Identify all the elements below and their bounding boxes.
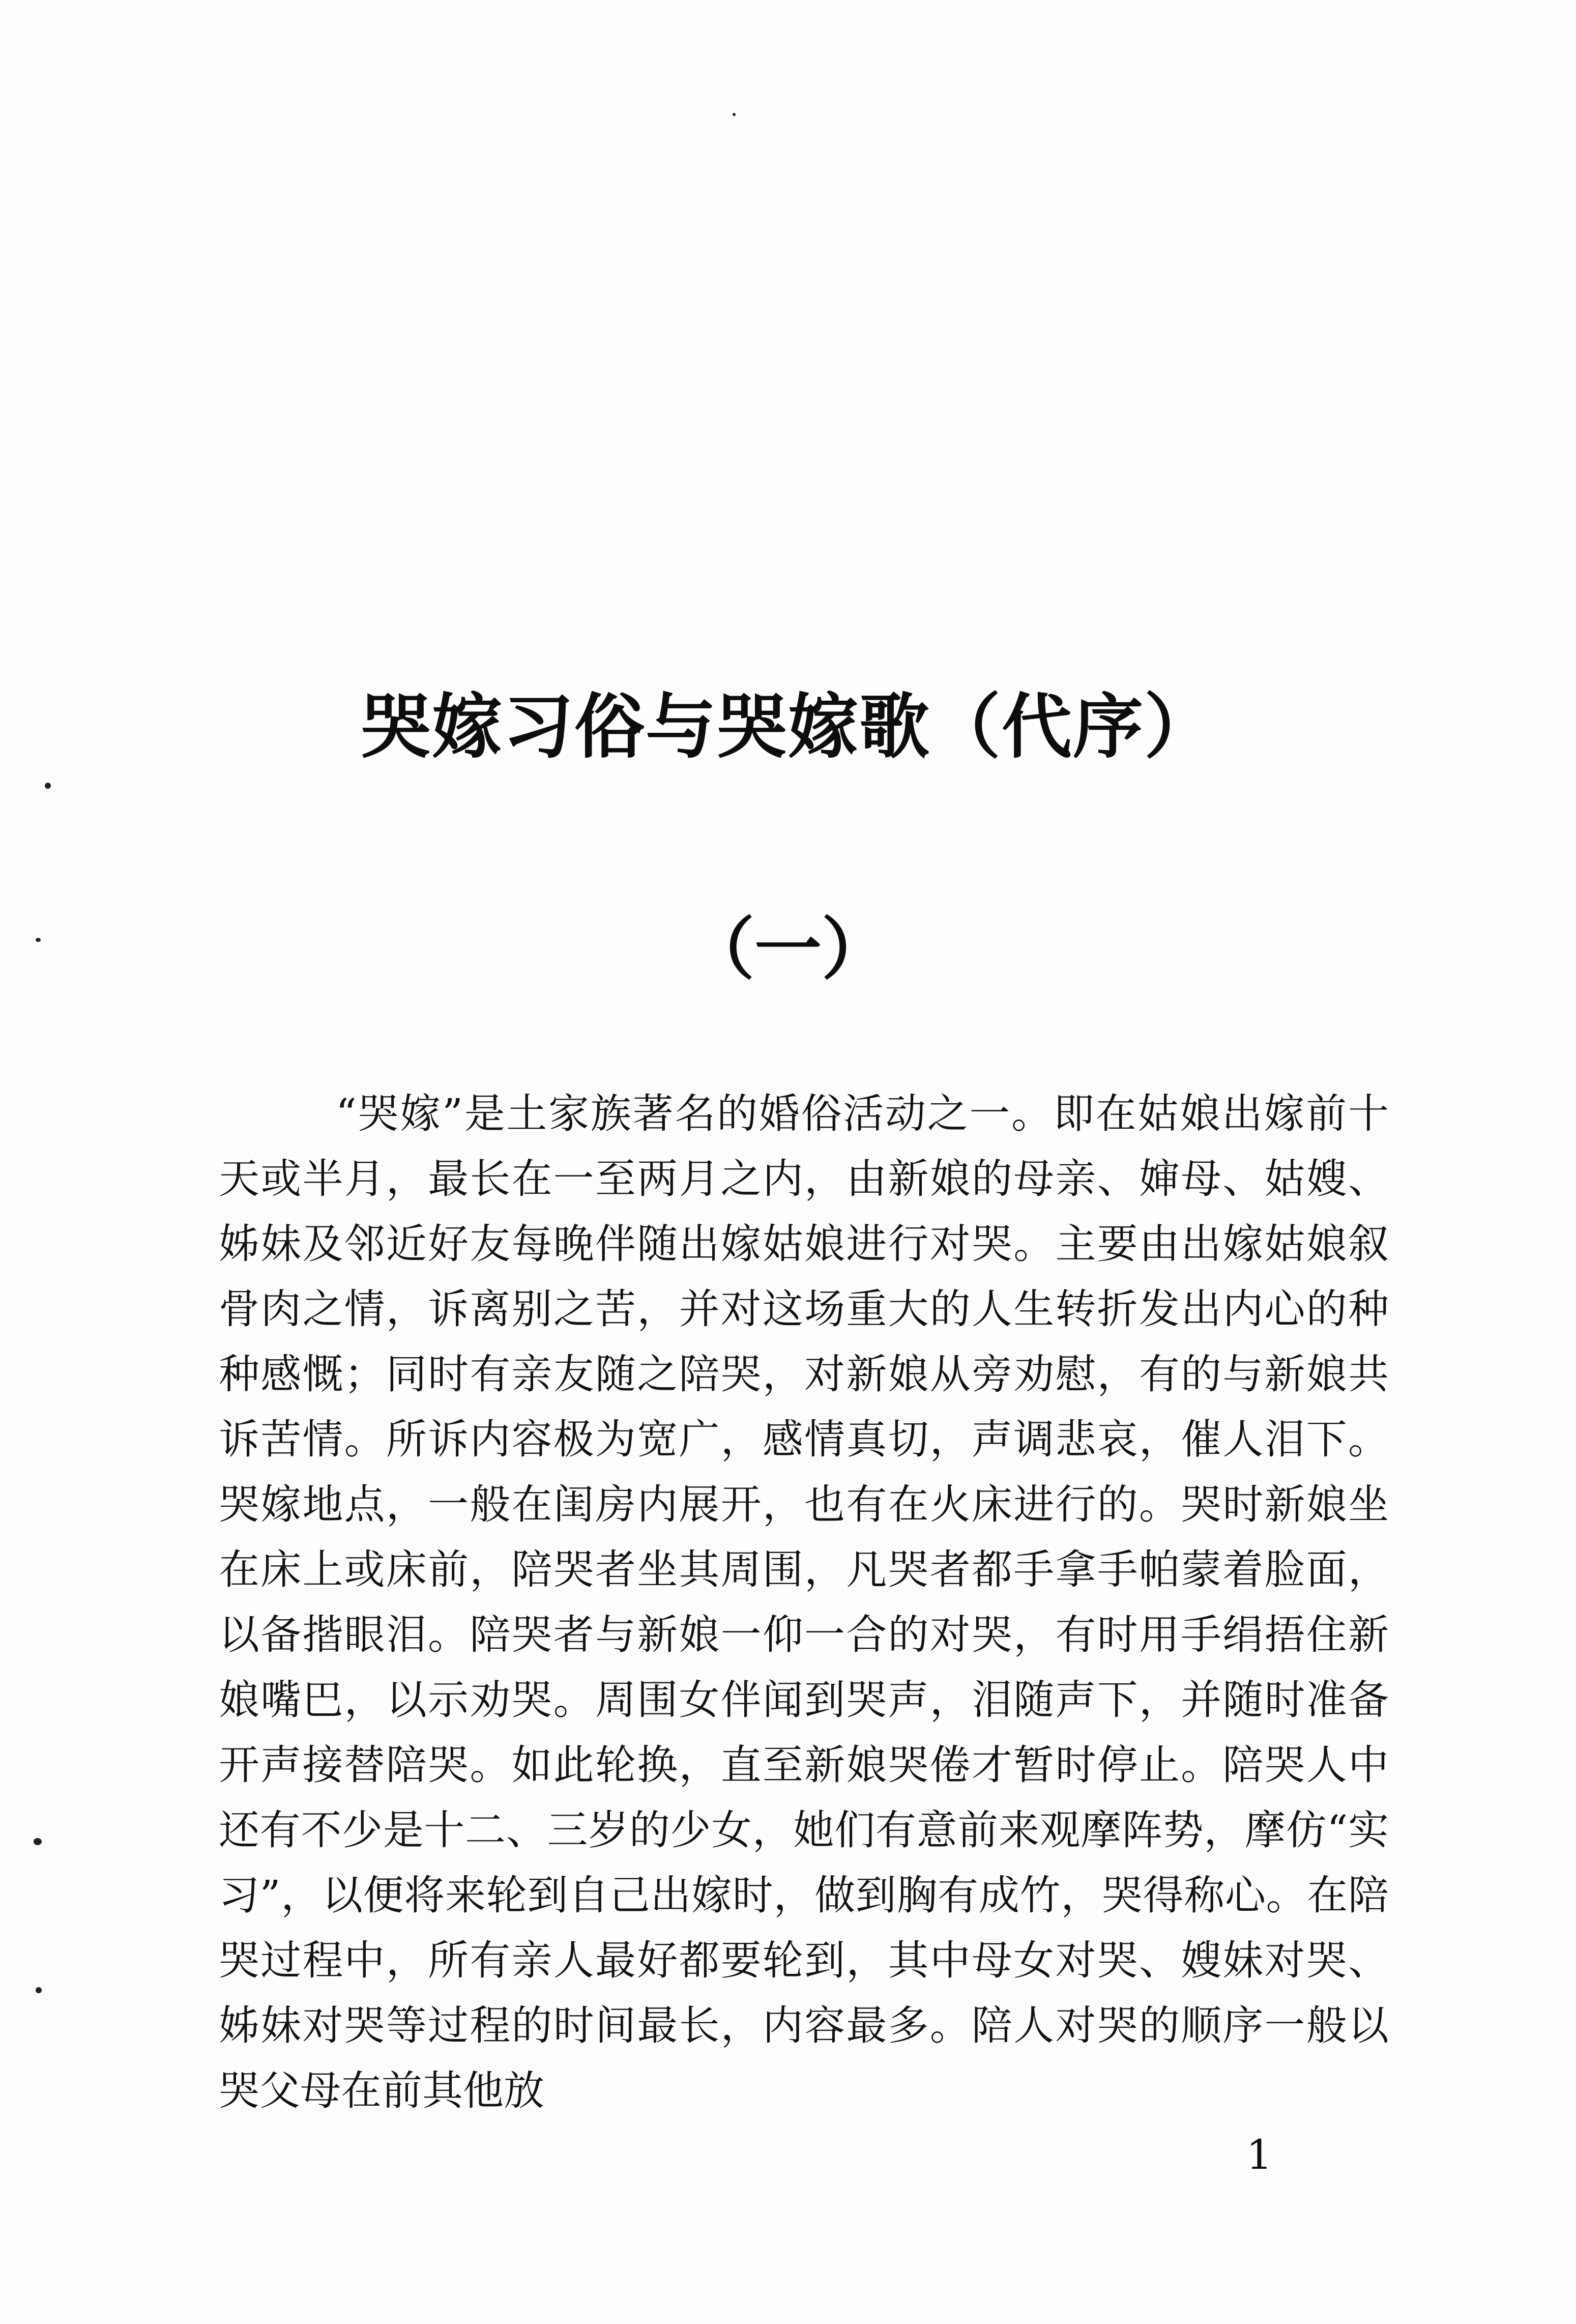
page-title: 哭嫁习俗与哭嫁歌（代序） (360, 686, 1215, 768)
section-heading: （一） (687, 910, 889, 989)
page-number: 1 (1246, 2131, 1272, 2178)
scan-speck (45, 783, 51, 789)
scan-speck (36, 1987, 42, 1993)
scan-speck (733, 113, 736, 116)
scan-speck (34, 1838, 42, 1845)
scan-speck (36, 938, 41, 942)
body-paragraph: “哭嫁”是土家族著名的婚俗活动之一。即在姑娘出嫁前十天或半月，最长在一至两月之内，由新娘的母亲、婶母、姑嫂、姊妹及邻近好友每晚伴随出嫁姑娘进行对哭。主要由出嫁姑娘叙骨肉之情，诉离别之苦，并对这场重大的人生转折发出内心的种种感慨；同时有亲友随之陪哭，对新娘从旁劝慰，有的与新娘共诉苦情。所诉内容极为宽广，感情真切，声调悲哀，催人泪下。哭嫁地点，一般在闺房内展开，也有在火床进行的。哭时新娘坐在床上或床前，陪哭者坐其周围，凡哭者都手拿手帕蒙着脸面，以备揩眼泪。陪哭者与新娘一仰一合的对哭，有时用手绢捂住新娘嘴巴，以示劝哭。周围女伴闻到哭声，泪随声下，并随时准备开声接替陪哭。如此轮换，直至新娘哭倦才暂时停止。陪哭人中还有不少是十二、三岁的少女，她们有意前来观摩阵势，摩仿“实习”，以便将来轮到自己出嫁时，做到胸有成竹，哭得称心。在陪哭过程中，所有亲人最好都要轮到，其中母女对哭、嫂妹对哭、姊妹对哭等过程的时间最长，内容最多。陪人对哭的顺序一般以哭父母在前其他放 (219, 1090, 1389, 2114)
